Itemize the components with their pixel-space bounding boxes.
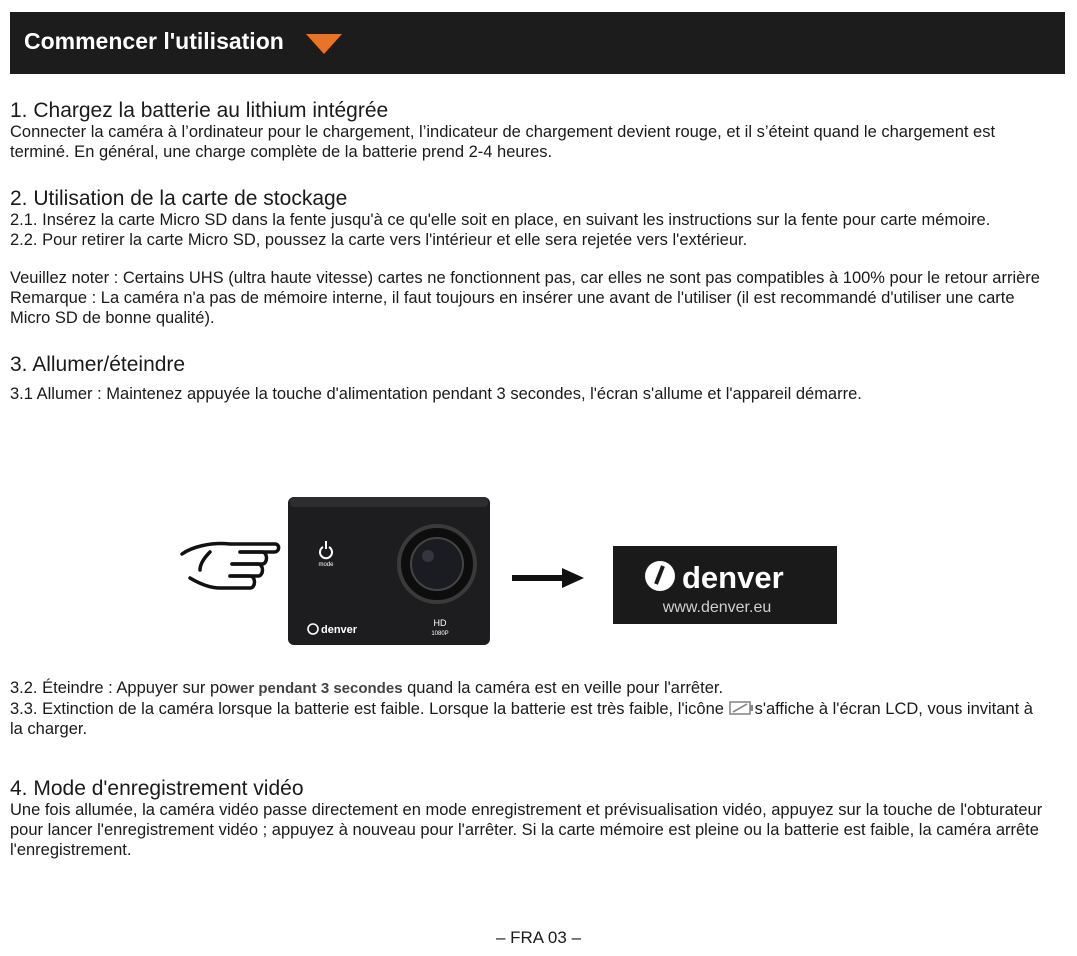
note: Veuillez noter : Certains UHS (ultra haute vitesse) cartes ne fonctionnent pas, car elles ne sont pas compatibles à 100% pour le retour arrière [10, 269, 1040, 287]
remark: Remarque : La caméra n'a pas de mémoire interne, il faut toujours en insérer une avant de l'utiliser (il est recommandé d'utiliser une carte Micro SD de bonne qualité). [10, 289, 1015, 327]
section-1 [10, 100, 1050, 162]
camera-brand: denver [321, 624, 358, 636]
power-on-illustration [170, 492, 850, 652]
section-body: Connecter la caméra à l’ordinateur pour le chargement, l’indicateur de chargement devient rouge, et il s’éteint quand le chargement est terminé. En général, une charge complète de la batterie prend 2-4 heures. [10, 123, 996, 161]
section-title: 2. Utilisation de la carte de stockage [10, 187, 348, 210]
camera-badge-bottom: 1080P [431, 631, 449, 637]
illustration-svg [170, 492, 850, 652]
low-battery-icon [729, 700, 755, 716]
header-underline [500, 62, 1065, 70]
arrow-right-icon [512, 568, 584, 588]
camera-badge-top: HD [433, 618, 447, 628]
text-fragment: s'affiche à l'écran LCD, vous invitant à la charger. [10, 700, 1033, 738]
section-body: Une fois allumée, la caméra vidéo passe directement en mode enregistrement et prévisualisation vidéo, appuyez sur la touche de l'obturateur pour lancer l'enregistrement vidéo ; appuyez à nouveau pour l'arrêter. Si la carte mémoire est pleine ou la batterie est faible, la caméra arrête l'enregistrement. [10, 801, 1043, 859]
paragraph [10, 699, 1050, 739]
screen-url: www.denver.eu [662, 599, 772, 616]
section-3-continued [10, 678, 1050, 739]
page-number: FRA 03 [510, 928, 567, 947]
section-title: 1. Chargez la batterie au lithium intégrée [10, 99, 389, 122]
section-title: 3. Allumer/éteindre [10, 353, 186, 376]
page-footer: – FRA 03 – [495, 928, 582, 947]
paragraph: 2.1. Insérez la carte Micro SD dans la fente jusqu'à ce qu'elle soit en place, en suivant les instructions sur la fente pour carte mémoire. [10, 211, 991, 229]
main-content [10, 100, 1050, 428]
paragraph: 3.1 Allumer : Maintenez appuyée la touche d'alimentation pendant 3 secondes, l'écran s'allume et l'appareil démarre. [10, 385, 862, 403]
text-fragment-bold: wer pendant 3 secondes [228, 680, 403, 697]
text-fragment: 3.3. Extinction de la caméra lorsque la batterie est faible. Lorsque la batterie est très faible, l'icône [10, 700, 729, 718]
section-4 [10, 778, 1050, 860]
paragraph: 2.2. Pour retirer la carte Micro SD, poussez la carte vers l'intérieur et elle sera rejetée vers l'extérieur. [10, 231, 748, 249]
section-title: 4. Mode d'enregistrement vidéo [10, 777, 304, 800]
paragraph [10, 678, 1050, 699]
pointing-hand-icon [182, 544, 279, 588]
text-fragment: 3.2. Éteindre : Appuyer sur po [10, 679, 229, 697]
header-title: Commencer l'utilisation [24, 28, 284, 54]
section-2 [10, 188, 1050, 328]
camera-mode-label: mode [318, 562, 334, 568]
text-fragment: quand la caméra est en veille pour l'arrêter. [402, 679, 724, 697]
section-3 [10, 354, 1050, 406]
screen-brand: denver [682, 560, 784, 595]
triangle-down-icon [306, 34, 342, 56]
